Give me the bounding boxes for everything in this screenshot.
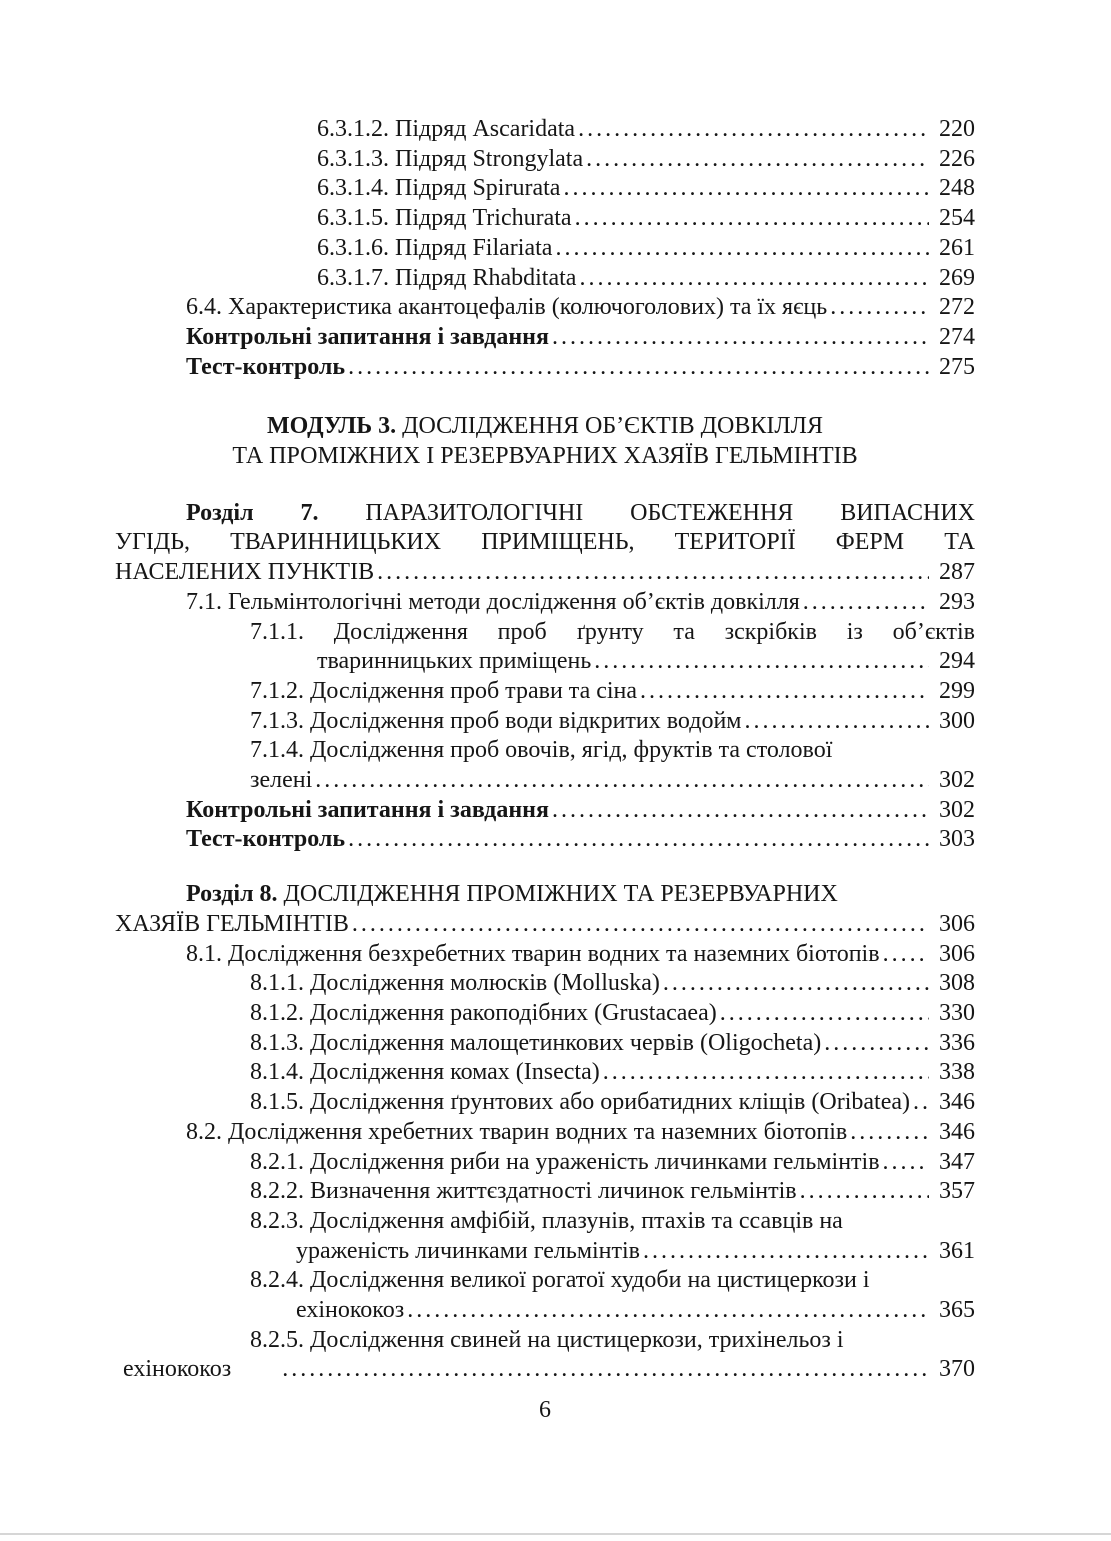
toc-entry-page: 302	[939, 767, 975, 794]
toc-entry-text: тваринницьких приміщень	[317, 648, 592, 675]
dot-leader	[824, 1029, 929, 1059]
toc-entry-line	[250, 736, 975, 766]
toc-entry	[186, 1118, 975, 1148]
toc-entry	[250, 969, 975, 999]
toc-entry-text: 8.1.1. Дослідження молюсків (Molluska)	[250, 970, 660, 997]
toc-entry-text: 8.2. Дослідження хребетних тварин водних та наземних біотопів	[186, 1118, 848, 1145]
chapter-heading-line	[115, 910, 975, 940]
toc-entry-page: 306	[939, 940, 975, 967]
dot-leader	[603, 1058, 929, 1088]
toc-entry-text: 6.3.1.2. Підряд Ascaridata	[317, 116, 576, 142]
toc-entry	[186, 940, 975, 970]
toc-entry-text: 8.1.4. Дослідження комах (Insecta)	[250, 1059, 600, 1086]
toc-entry-text: 8.2.3. Дослідження амфібій, плазунів, птахів та ссавців на	[250, 1207, 843, 1234]
toc-entry	[250, 1148, 975, 1178]
toc-entry-page: 294	[939, 648, 975, 675]
toc-entry-page: 370	[939, 1356, 975, 1383]
dot-leader	[640, 677, 929, 707]
toc-entry-page: 361	[939, 1237, 975, 1264]
dot-leader	[578, 115, 929, 145]
toc-entry-page: 299	[939, 677, 975, 704]
dot-leader	[552, 796, 929, 826]
dot-leader	[850, 1118, 929, 1148]
toc-entry-text: ехінококоз	[296, 1297, 405, 1324]
dot-leader	[800, 1177, 929, 1207]
toc-entry-page: 365	[939, 1297, 975, 1324]
toc-entry	[250, 999, 975, 1029]
toc-entry-text: 7.1.1. Дослідження проб ґрунту та зскрібків із об’єктів	[250, 618, 975, 645]
dot-leader	[883, 1148, 929, 1178]
dot-leader	[579, 264, 929, 294]
toc-entry-page: 306	[939, 910, 975, 937]
toc-entry	[186, 588, 975, 618]
toc-entry-text: 7.1.3. Дослідження проб води відкритих водойм	[250, 707, 742, 734]
dot-leader	[744, 707, 929, 737]
toc-entry-page: 308	[939, 970, 975, 997]
toc-entry-page: 338	[939, 1059, 975, 1086]
toc-entry	[186, 353, 975, 383]
toc-entry-page: 293	[939, 588, 975, 615]
chapter-heading-label: Розділ 7.	[186, 499, 319, 526]
toc-entry-text: 8.2.2. Визначення життєздатності личинок гельмінтів	[250, 1178, 797, 1205]
dot-leader	[883, 940, 929, 970]
toc-entry-text: 8.1. Дослідження безхребетних тварин водних та наземних біотопів	[186, 940, 880, 967]
toc-entry	[250, 677, 975, 707]
toc-entry-text: ехінококоз	[123, 1356, 232, 1383]
toc-entry-text: 8.2.5. Дослідження свиней на цистицеркози, трихінельоз і	[250, 1326, 844, 1353]
chapter-heading-text: НАСЕЛЕНИХ ПУНКТІВ	[115, 559, 375, 586]
module-heading-text: ТА ПРОМІЖНИХ І РЕЗЕРВУАРНИХ ХАЗЯЇВ ГЕЛЬМІНТІВ	[232, 443, 858, 470]
toc-entry-line	[250, 1266, 975, 1296]
toc-entry-text: 6.3.1.4. Підряд Spirurata	[317, 175, 561, 202]
toc-entry-text: 8.2.1. Дослідження риби на ураженість личинками гельмінтів	[250, 1148, 880, 1175]
toc-entry-page: 254	[939, 205, 975, 232]
module-heading-text: ДОСЛІДЖЕННЯ ОБ’ЄКТІВ ДОВКІЛЛЯ	[402, 413, 823, 440]
chapter-heading-text: ХАЗЯЇВ ГЕЛЬМІНТІВ	[115, 910, 349, 937]
toc-entry-continuation	[296, 1237, 975, 1267]
dot-leader	[594, 647, 929, 677]
chapter-heading-text: ДОСЛІДЖЕННЯ ПРОМІЖНИХ ТА РЕЗЕРВУАРНИХ	[283, 881, 838, 908]
dot-leader	[282, 1355, 929, 1385]
page-number: 6	[539, 1397, 551, 1423]
toc-entry-text: Контрольні запитання і завдання	[186, 796, 549, 823]
chapter-heading-line	[115, 558, 975, 588]
toc-entry-text: 8.1.3. Дослідження малощетинкових червів (Oligocheta)	[250, 1029, 822, 1056]
toc-entry-text: ураженість личинками гельмінтів	[296, 1237, 641, 1264]
chapter-heading-line	[115, 528, 975, 558]
toc-entry-text: Тест-контроль	[186, 826, 346, 853]
chapter-heading-line	[186, 880, 975, 910]
toc-entry-text: 6.3.1.6. Підряд Filariata	[317, 234, 553, 261]
toc-entry-line	[250, 1207, 975, 1237]
toc-entry-text: 6.4. Характеристика акантоцефалів (колючоголових) та їх яєць	[186, 294, 828, 321]
dot-leader	[348, 353, 929, 383]
toc-entry	[186, 825, 975, 855]
dot-leader	[663, 969, 929, 999]
toc-entry-text: зелені	[250, 767, 313, 794]
toc-entry	[250, 707, 975, 737]
toc-entry-page: 300	[939, 707, 975, 734]
toc-entry-page: 347	[939, 1148, 975, 1175]
toc-entry-page: 336	[939, 1029, 975, 1056]
dot-leader	[575, 204, 929, 234]
toc-entry-text: 7.1.2. Дослідження проб трави та сіна	[250, 677, 638, 704]
toc-entry	[317, 264, 975, 294]
toc-entry	[317, 234, 975, 264]
toc-entry-page: 248	[939, 175, 975, 202]
toc-entry	[250, 1029, 975, 1059]
toc-entry-line	[250, 1326, 975, 1356]
toc-entry-text: 6.3.1.3. Підряд Strongylata	[317, 145, 584, 172]
toc-entry-text: 6.3.1.7. Підряд Rhabditata	[317, 264, 577, 291]
module-heading-line	[115, 442, 975, 472]
toc-entry	[317, 115, 975, 145]
dot-leader	[377, 558, 929, 588]
chapter-heading-text: УГІДЬ, ТВАРИННИЦЬКИХ ПРИМІЩЕНЬ, ТЕРИТОРІЇ ФЕРМ ТА	[115, 529, 975, 556]
toc-entry-page: 269	[939, 264, 975, 291]
toc-entry-continuation	[317, 647, 975, 677]
module-heading-line	[115, 412, 975, 442]
toc-entry-text: 8.1.5. Дослідження ґрунтових або орибатидних кліщів (Oribatea)	[250, 1089, 910, 1116]
toc-entry-page: 287	[939, 559, 975, 586]
toc-entry-text: 7.1.4. Дослідження проб овочів, ягід, фруктів та столової	[250, 737, 833, 764]
toc-entry	[250, 1177, 975, 1207]
chapter-heading-label: Розділ 8.	[186, 881, 278, 908]
toc-entry	[186, 323, 975, 353]
dot-leader	[830, 293, 929, 323]
toc-entry	[317, 174, 975, 204]
dot-leader	[348, 825, 929, 855]
toc-entry	[186, 796, 975, 826]
toc-entry-page: 220	[939, 116, 975, 142]
toc-entry-page: 302	[939, 796, 975, 823]
toc-entry-continuation	[250, 766, 975, 796]
dot-leader	[563, 174, 929, 204]
toc-entry-page: 346	[939, 1118, 975, 1145]
toc-entry-page: 303	[939, 826, 975, 853]
dot-leader	[315, 766, 929, 796]
toc-entry-line	[250, 618, 975, 648]
toc-entry-page: 275	[939, 353, 975, 380]
dot-leader	[407, 1296, 929, 1326]
dot-leader	[586, 145, 929, 175]
dot-leader	[803, 588, 929, 618]
toc-entry	[250, 1088, 975, 1118]
toc-entry	[317, 204, 975, 234]
toc-entry	[186, 293, 975, 323]
toc-entry-page: 261	[939, 234, 975, 261]
toc-entry-text: 8.1.2. Дослідження ракоподібних (Grustacaea)	[250, 999, 717, 1026]
toc-entry-continuation	[296, 1296, 975, 1326]
dot-leader	[552, 323, 929, 353]
dot-leader	[913, 1088, 929, 1118]
page-bottom-edge	[0, 1533, 1111, 1535]
dot-leader	[720, 999, 929, 1029]
toc-entry-page: 330	[939, 999, 975, 1026]
toc-entry-page: 274	[939, 323, 975, 350]
toc-page-content	[115, 115, 975, 1385]
toc-entry-page: 346	[939, 1089, 975, 1116]
toc-entry-text: Тест-контроль	[186, 353, 346, 380]
toc-entry-page: 357	[939, 1178, 975, 1205]
toc-entry-text: 8.2.4. Дослідження великої рогатої худоби на цистицеркози і	[250, 1267, 870, 1294]
dot-leader	[643, 1237, 929, 1267]
toc-entry-continuation	[123, 1355, 975, 1385]
toc-entry-page: 272	[939, 294, 975, 321]
chapter-heading-line	[186, 499, 975, 529]
dot-leader	[352, 910, 929, 940]
dot-leader	[555, 234, 929, 264]
toc-entry	[250, 1058, 975, 1088]
toc-entry	[317, 145, 975, 175]
toc-entry-text: Контрольні запитання і завдання	[186, 323, 549, 350]
toc-entry-page: 226	[939, 145, 975, 172]
toc-entry-text: 6.3.1.5. Підряд Trichurata	[317, 205, 572, 232]
toc-entry-text: 7.1. Гельмінтологічні методи дослідження об’єктів довкілля	[186, 588, 800, 615]
module-heading-label: МОДУЛЬ 3.	[267, 413, 397, 440]
chapter-heading-text: ПАРАЗИТОЛОГІЧНІ ОБСТЕЖЕННЯ ВИПАСНИХ	[365, 499, 975, 526]
